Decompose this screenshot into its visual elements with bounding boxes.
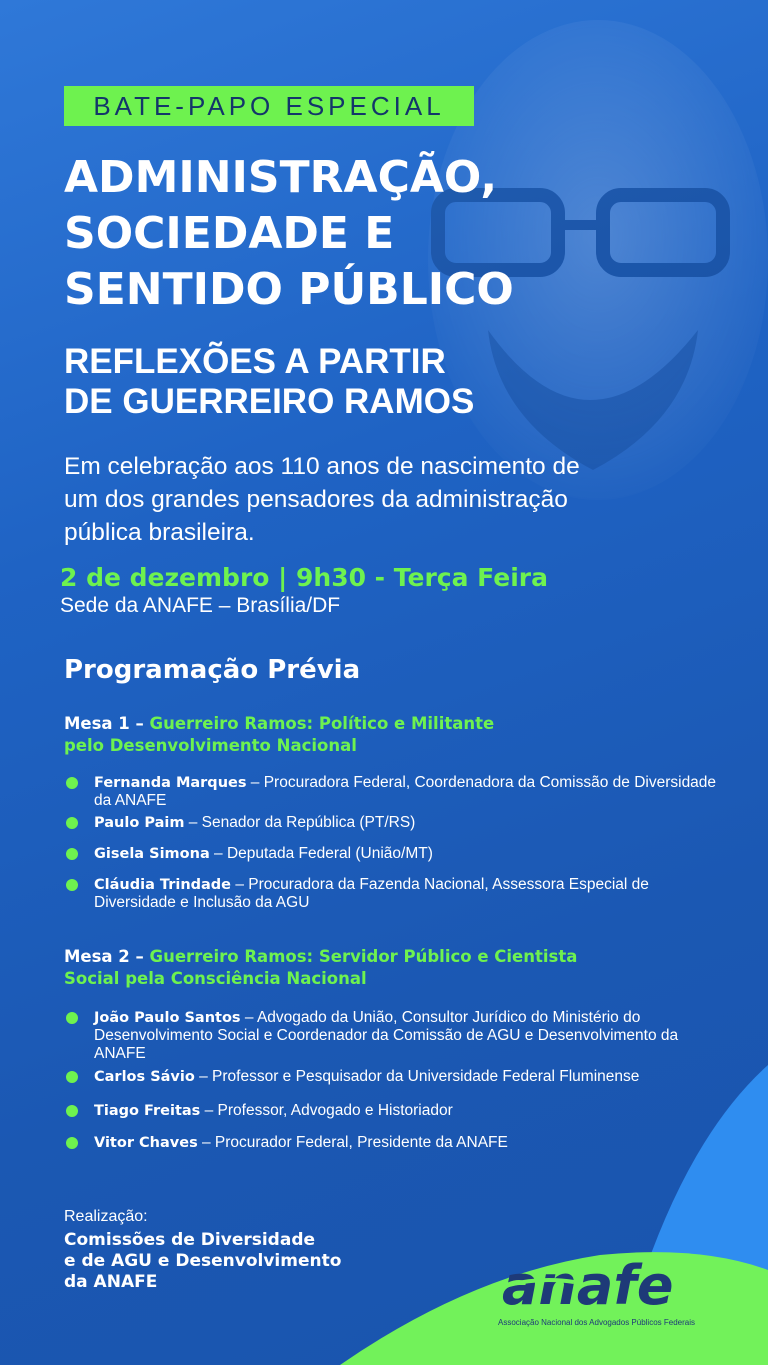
title-line: SENTIDO PÚBLICO [64, 264, 514, 315]
bullet-dot-icon [66, 817, 78, 829]
bullet-dot-icon [66, 777, 78, 789]
mesa-topic: Guerreiro Ramos: Servidor Público e Cientista [149, 947, 578, 966]
page-title [64, 150, 744, 318]
speaker-name: Fernanda Marques [94, 775, 247, 791]
logo-wordmark: anafe [502, 1254, 674, 1317]
speaker-role: – Professor e Pesquisador da Universidade Federal Fluminense [194, 1068, 640, 1085]
mesa-topic: Guerreiro Ramos: Político e Militante [149, 714, 495, 733]
event-date: 2 de dezembro | 9h30 - Terça Feira [60, 563, 548, 592]
event-type-tag: BATE-PAPO ESPECIAL [64, 86, 474, 126]
bullet-dot-icon [66, 1012, 78, 1024]
speaker-name: Cláudia Trindade [94, 877, 232, 893]
mesa-topic: pelo Desenvolvimento Nacional [64, 736, 357, 755]
title-line: SOCIEDADE E [64, 208, 395, 259]
title-line: ADMINISTRAÇÃO, [64, 152, 498, 203]
speaker-name: Carlos Sávio [94, 1069, 195, 1085]
intro-line: um dos grandes pensadores da administração [64, 486, 568, 513]
subtitle [64, 342, 474, 422]
speaker-name: Paulo Paim [94, 815, 185, 831]
bullet-dot-icon [66, 879, 78, 891]
mesa-2-heading [64, 946, 684, 990]
mesa-1-heading [64, 713, 684, 757]
mesa-topic: Social pela Consciência Nacional [64, 969, 367, 988]
speaker-item [64, 814, 724, 845]
mesa-1-speaker-list [64, 774, 724, 916]
organizer-name [64, 1230, 384, 1293]
intro-line: Em celebração aos 110 anos de nascimento de [64, 453, 580, 480]
speaker-role: – Procurador Federal, Presidente da ANAFE [197, 1134, 508, 1151]
program-heading: Programação Prévia [64, 655, 361, 685]
speaker-role: – Procuradora da Fazenda Nacional, Assessora Especial de Diversidade e Inclusão da AGU [94, 876, 649, 911]
intro-line: pública brasileira. [64, 519, 255, 546]
organizer-line: da ANAFE [64, 1272, 158, 1292]
speaker-name: Tiago Freitas [94, 1103, 201, 1119]
event-venue: Sede da ANAFE – Brasília/DF [60, 594, 341, 617]
speaker-role: – Senador da República (PT/RS) [184, 814, 416, 831]
intro-text [64, 450, 724, 549]
mesa-label: Mesa 1 – [64, 714, 150, 733]
organizer-line: Comissões de Diversidade [64, 1230, 316, 1250]
speaker-name: Gisela Simona [94, 846, 210, 862]
realizacao-label: Realização: [64, 1208, 148, 1225]
bullet-dot-icon [66, 848, 78, 860]
speaker-role: – Deputada Federal (União/MT) [209, 845, 433, 862]
speaker-role: – Procuradora Federal, Coordenadora da Comissão de Diversidade da ANAFE [94, 774, 717, 809]
logo-tagline: Associação Nacional dos Advogados Públicos Federais [498, 1318, 696, 1327]
speaker-name: Vitor Chaves [94, 1135, 198, 1151]
speaker-role: – Advogado da União, Consultor Jurídico do Ministério do Desenvolvimento Social e Coordenador da Comissão de AGU e Desenvolvimento da ANAFE [94, 1009, 679, 1062]
subtitle-line: DE GUERREIRO RAMOS [64, 382, 475, 421]
organizer-line: e de AGU e Desenvolvimento [64, 1251, 342, 1271]
subtitle-line: REFLEXÕES A PARTIR [64, 342, 446, 381]
speaker-item [64, 845, 724, 876]
speaker-role: – Professor, Advogado e Historiador [200, 1102, 453, 1119]
anafe-logo [496, 1248, 696, 1318]
speaker-name: João Paulo Santos [94, 1010, 241, 1026]
mesa-label: Mesa 2 – [64, 947, 150, 966]
speaker-item [64, 774, 724, 814]
speaker-item [64, 876, 724, 916]
